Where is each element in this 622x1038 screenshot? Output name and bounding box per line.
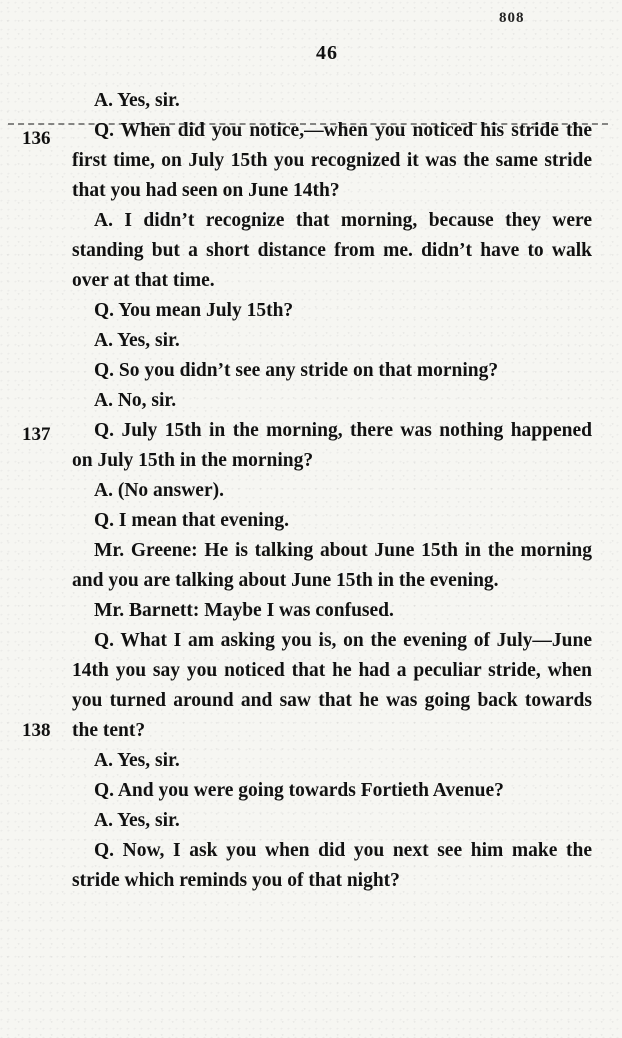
paragraph: A. Yes, sir.: [94, 750, 180, 771]
paragraph: Q. Now, I ask you when did you next see him make the stride which reminds you of that night?: [72, 840, 592, 891]
paragraph: Q. What I am asking you is, on the evening of July—June 14th you say you noticed that he had a peculiar stride, when you turned around and saw that he was going back towards the tent?: [72, 630, 592, 741]
paragraph: Mr. Greene: He is talking about June 15th in the morning and you are talking about June 15th in the evening.: [72, 540, 592, 591]
margin-number-137: 137: [22, 424, 51, 445]
paragraph: Q. July 15th in the morning, there was nothing happened on July 15th in the morning?: [72, 420, 592, 471]
margin-number-136: 136: [22, 128, 51, 149]
paragraph: A. No, sir.: [94, 390, 177, 411]
paragraph: A. Yes, sir.: [94, 810, 180, 831]
margin-number-138: 138: [22, 720, 51, 741]
paragraph: A. (No answer).: [94, 480, 224, 501]
paragraph: Q. So you didn’t see any stride on that morning?: [94, 360, 499, 381]
paragraph: Q. You mean July 15th?: [94, 300, 294, 321]
paragraph: Q. I mean that evening.: [94, 510, 289, 531]
paragraph: Mr. Barnett: Maybe I was confused.: [94, 600, 394, 621]
paragraph: Q. And you were going towards Fortieth Avenue?: [94, 780, 504, 801]
paragraph: A. Yes, sir.: [94, 330, 180, 351]
testimony-text: [72, 86, 592, 896]
paragraph: Q. When did you notice,—when you noticed his stride the first time, on July 15th you recognized it was the same stride that you had seen on June 14th?: [72, 120, 592, 201]
paragraph: A. Yes, sir.: [94, 90, 180, 111]
page-number: 46: [316, 42, 338, 64]
paragraph: A. I didn’t recognize that morning, because they were standing but a short distance from me. didn’t have to walk over at that time.: [72, 210, 592, 291]
page-stamp: 808: [499, 10, 525, 26]
